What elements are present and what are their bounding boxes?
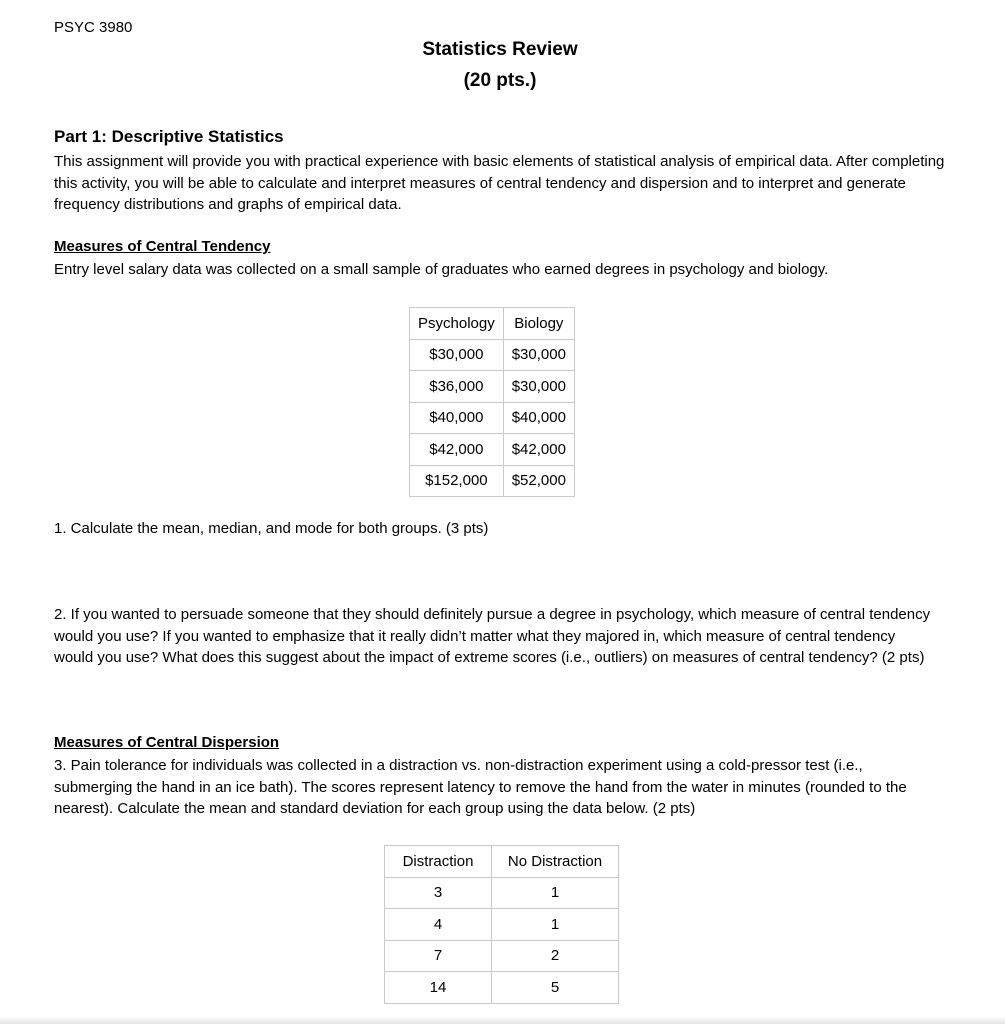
table-row bbox=[410, 434, 575, 466]
question-2: 2. If you wanted to persuade someone that they should definitely pursue a degree in psychology, which measure of central tendency would you use? If you wanted to emphasize that it really didn’t matter what they majored in, which measure of central tendency would you use? What does this suggest about the impact of extreme scores (i.e., outliers) on measures of central tendency? (2 pts) bbox=[54, 606, 931, 666]
total-points: (20 pts.) bbox=[463, 70, 537, 91]
page-title: Statistics Review bbox=[422, 39, 578, 60]
pain-tolerance-table bbox=[384, 845, 619, 1004]
page-bottom-edge bbox=[0, 1016, 1005, 1024]
table-row bbox=[385, 940, 619, 972]
table-row bbox=[410, 339, 575, 371]
table-row bbox=[410, 402, 575, 434]
salary-description: Entry level salary data was collected on a small sample of graduates who earned degrees in psychology and biology. bbox=[54, 261, 829, 278]
course-code: PSYC 3980 bbox=[54, 19, 133, 36]
salary-table bbox=[409, 307, 575, 497]
table-header-row bbox=[410, 308, 575, 340]
table-header-row bbox=[385, 846, 619, 878]
biology-cell: $52,000 bbox=[503, 465, 574, 497]
psychology-cell: $40,000 bbox=[410, 402, 504, 434]
table-row bbox=[385, 877, 619, 909]
column-header-psychology: Psychology bbox=[410, 308, 504, 340]
column-header-no-distraction: No Distraction bbox=[492, 846, 619, 878]
distraction-cell: 14 bbox=[385, 972, 492, 1004]
distraction-cell: 3 bbox=[385, 877, 492, 909]
table-row bbox=[385, 972, 619, 1004]
central-tendency-heading: Measures of Central Tendency bbox=[54, 238, 271, 255]
no-distraction-cell: 2 bbox=[492, 940, 619, 972]
psychology-cell: $42,000 bbox=[410, 434, 504, 466]
biology-cell: $42,000 bbox=[503, 434, 574, 466]
biology-cell: $30,000 bbox=[503, 371, 574, 403]
column-header-biology: Biology bbox=[503, 308, 574, 340]
question-3: 3. Pain tolerance for individuals was collected in a distraction vs. non-distraction experiment using a cold-pressor test (i.e., submerging the hand in an ice bath). The scores represent latency to remove the hand from the water in minutes (rounded to the nearest). Calculate the mean and standard deviation for each group using the data below. (2 pts) bbox=[54, 757, 907, 817]
biology-cell: $40,000 bbox=[503, 402, 574, 434]
part1-heading: Part 1: Descriptive Statistics bbox=[54, 127, 284, 146]
table-row bbox=[410, 465, 575, 497]
no-distraction-cell: 1 bbox=[492, 909, 619, 941]
table-row bbox=[385, 909, 619, 941]
distraction-cell: 4 bbox=[385, 909, 492, 941]
table-row bbox=[410, 371, 575, 403]
question-1: 1. Calculate the mean, median, and mode for both groups. (3 pts) bbox=[54, 520, 489, 537]
biology-cell: $30,000 bbox=[503, 339, 574, 371]
part1-intro: This assignment will provide you with practical experience with basic elements of statistical analysis of empirical data. After completing this activity, you will be able to calculate and interpret measures of central tendency and dispersion and to interpret and generate frequency distributions and graphs of empirical data. bbox=[54, 153, 945, 213]
psychology-cell: $36,000 bbox=[410, 371, 504, 403]
dispersion-heading: Measures of Central Dispersion bbox=[54, 734, 280, 751]
psychology-cell: $152,000 bbox=[410, 465, 504, 497]
psychology-cell: $30,000 bbox=[410, 339, 504, 371]
no-distraction-cell: 5 bbox=[492, 972, 619, 1004]
column-header-distraction: Distraction bbox=[385, 846, 492, 878]
no-distraction-cell: 1 bbox=[492, 877, 619, 909]
distraction-cell: 7 bbox=[385, 940, 492, 972]
